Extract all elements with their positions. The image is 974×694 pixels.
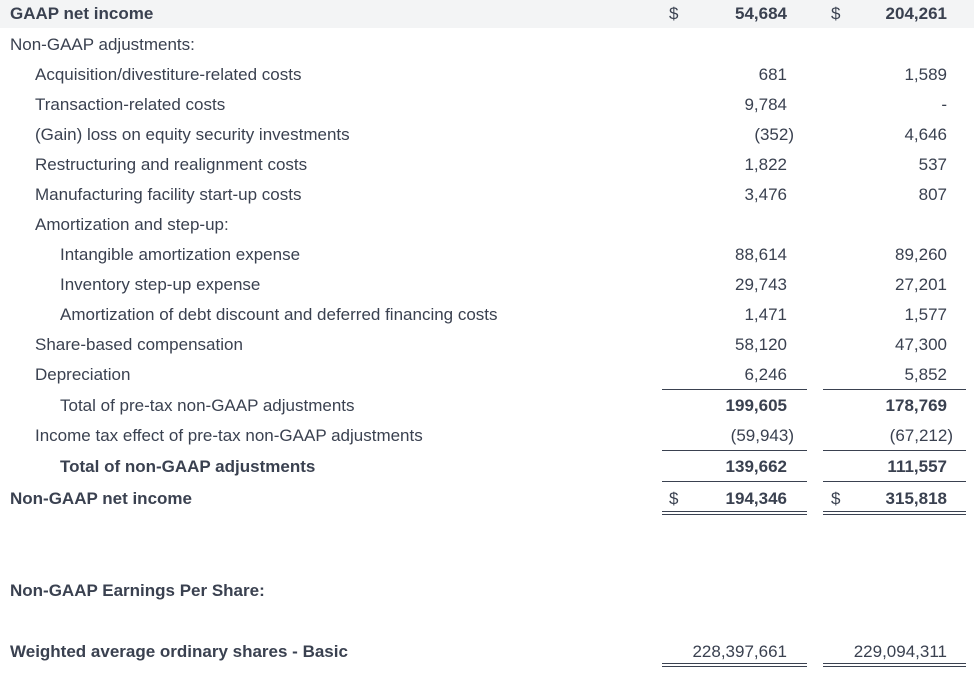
table-row [0,61,974,89]
value-col1: 228,397,661 [692,642,787,661]
subtotal-rule [823,389,966,390]
value-col2: 204,261 [885,4,947,23]
table-row [0,392,974,420]
row-label: Weighted average ordinary shares - Basic [10,642,348,661]
double-rule-bottom [823,666,966,667]
value-col1: 199,605 [725,396,787,415]
value-col2: 111,557 [887,457,947,476]
row-label: Non-GAAP net income [10,489,192,508]
value-col1: 139,662 [725,457,787,476]
table-row [0,31,974,59]
section-header [0,577,974,605]
subtotal-rule [823,450,966,451]
value-col1: 58,120 [735,335,787,354]
table-row [0,638,974,666]
row-label: Inventory step-up expense [60,275,261,294]
row-label: Total of non-GAAP adjustments [60,457,316,476]
row-label: Amortization and step-up: [35,215,229,234]
table-row [0,91,974,119]
table-row [0,331,974,359]
value-col1: 1,822 [744,155,787,174]
row-label: Non-GAAP adjustments: [10,35,195,54]
value-col2: 4,646 [904,125,947,144]
double-rule-bottom [823,514,966,515]
table-row [0,485,974,513]
value-col2: 27,201 [895,275,947,294]
double-rule-bottom [662,666,807,667]
table-row [0,453,974,481]
value-col2: 178,769 [885,396,947,415]
value-col2: 89,260 [895,245,947,264]
table-row [0,241,974,269]
row-label: Transaction-related costs [35,95,226,114]
currency-symbol: $ [831,4,841,23]
currency-symbol: $ [669,489,679,508]
table-row [0,181,974,209]
value-col1: 29,743 [735,275,787,294]
value-col2: - [941,95,947,114]
value-col2: 537 [918,155,947,174]
value-col2: (67,212) [889,426,953,445]
row-label: (Gain) loss on equity security investments [35,125,350,144]
subtotal-rule [662,450,807,451]
currency-symbol: $ [831,489,841,508]
subtotal-rule [662,389,807,390]
row-label: Intangible amortization expense [60,245,301,264]
value-col2: 229,094,311 [853,642,947,661]
eps-header: Non-GAAP Earnings Per Share: [10,581,265,600]
row-label: Share-based compensation [35,335,243,354]
row-label: Income tax effect of pre-tax non-GAAP adjustments [35,426,423,445]
value-col2: 315,818 [885,489,947,508]
double-rule-top [823,511,966,512]
table-row [0,422,974,450]
value-col2: 807 [918,185,947,204]
value-col1: 6,246 [744,365,787,384]
value-col2: 1,577 [904,305,947,324]
value-col1: 681 [758,65,787,84]
row-label: Amortization of debt discount and deferred financing costs [60,305,498,324]
table-row [0,271,974,299]
row-label: Total of pre-tax non-GAAP adjustments [60,396,355,415]
table-row [0,121,974,149]
currency-symbol: $ [669,4,679,23]
double-rule-top [662,663,807,664]
value-col1: (352) [754,125,794,144]
row-label: Manufacturing facility start-up costs [35,185,302,204]
double-rule-bottom [662,514,807,515]
row-label: GAAP net income [10,4,154,23]
double-rule-top [823,663,966,664]
subtotal-rule [823,481,966,482]
table-row [0,361,974,389]
value-col1: 1,471 [744,305,787,324]
value-col1: 54,684 [735,4,787,23]
table-row [0,211,974,239]
row-label: Restructuring and realignment costs [35,155,308,174]
table-row [0,151,974,179]
value-col1: 194,346 [725,489,787,508]
table-row [0,301,974,329]
double-rule-top [662,511,807,512]
value-col2: 1,589 [904,65,947,84]
value-col1: (59,943) [730,426,794,445]
table-row [0,0,974,28]
value-col2: 5,852 [904,365,947,384]
value-col2: 47,300 [895,335,947,354]
subtotal-rule [662,481,807,482]
value-col1: 88,614 [735,245,787,264]
row-label: Acquisition/divestiture-related costs [35,65,302,84]
value-col1: 3,476 [744,185,787,204]
row-label: Depreciation [35,365,131,384]
value-col1: 9,784 [744,95,787,114]
